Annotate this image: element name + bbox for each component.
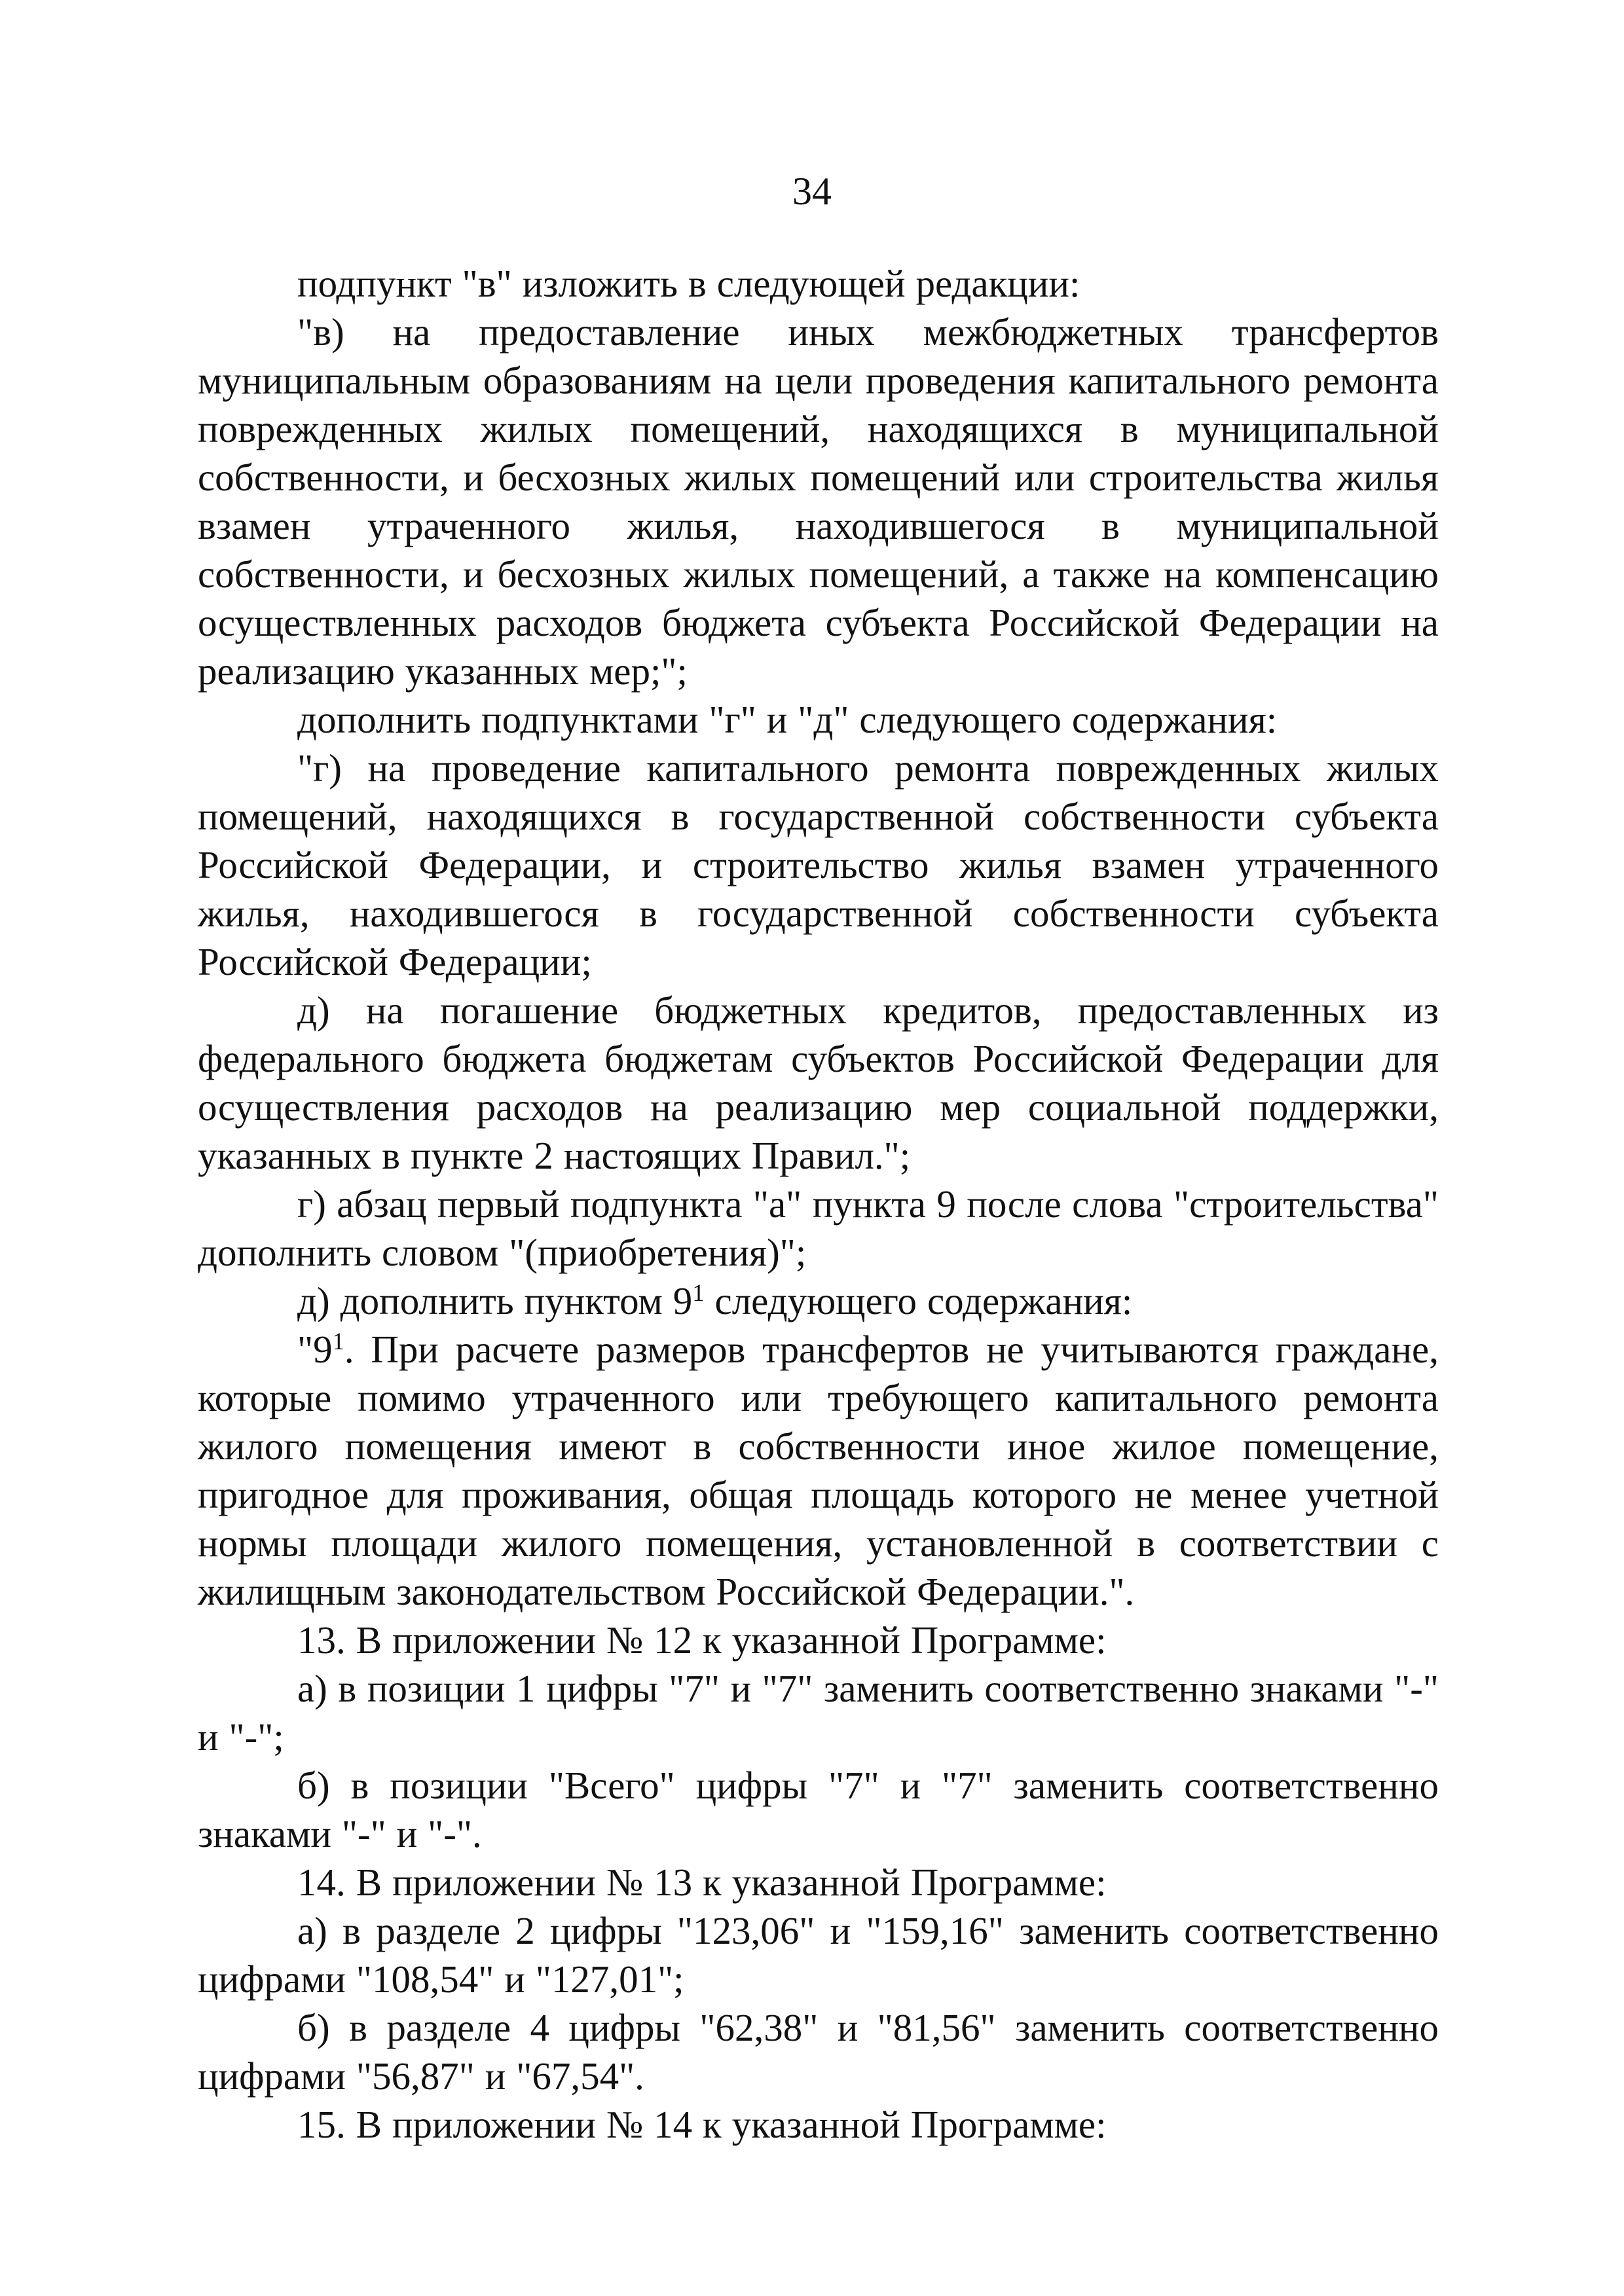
paragraph-add-subitems-intro: дополнить подпунктами "г" и "д" следующего содержания: bbox=[297, 698, 1278, 741]
paragraph-add-item-9-1 bbox=[198, 1277, 1439, 1325]
paragraph-item-13-heading: 13. В приложении № 12 к указанной Программе: bbox=[297, 1618, 1107, 1662]
document-body bbox=[198, 259, 1439, 2149]
paragraph-subitem-v-intro: подпункт "в" изложить в следующей редакции: bbox=[297, 262, 1080, 305]
paragraph-subitem-v-text: "в) на предоставление иных межбюджетных трансфертов муниципальным образованиям на цели проведения капитального ремонта поврежденных жилых помещений, находящихся в муниципальной собственности, и бесхозных жилых помещений или строительства жилья взамен утраченного жилья, находившегося в муниципальной собственности, и бесхозных жилых помещений, а также на компенсацию осуществленных расходов бюджета субъекта Российской Федерации на реализацию указанных мер;"; bbox=[198, 310, 1439, 693]
paragraph-item-15-heading: 15. В приложении № 14 к указанной Программе: bbox=[297, 2103, 1107, 2146]
paragraph-subitem-g-text: "г) на проведение капитального ремонта поврежденных жилых помещений, находящихся в государственной собственности субъекта Российской Федерации, и строительство жилья взамен утраченного жилья, находившегося в государственной собственности субъекта Российской Федерации; bbox=[198, 746, 1439, 983]
paragraph-item-14-a: а) в разделе 2 цифры "123,06" и "159,16" заменить соответственно цифрами "108,54" и "127,01"; bbox=[198, 1909, 1439, 2001]
page-number: 34 bbox=[792, 170, 832, 213]
paragraph-item-14-b: б) в разделе 4 цифры "62,38" и "81,56" заменить соответственно цифрами "56,87" и "67,54". bbox=[198, 2006, 1439, 2098]
text-fragment: "9 bbox=[297, 1328, 333, 1371]
text-fragment: следующего содержания: bbox=[704, 1279, 1133, 1322]
superscript: 1 bbox=[692, 1279, 705, 1306]
paragraph-item-13-b: б) в позиции "Всего" цифры "7" и "7" заменить соответственно знаками "-" и "-". bbox=[198, 1764, 1439, 1855]
paragraph-item-9-1-text bbox=[198, 1325, 1439, 1616]
paragraph-item-14-heading: 14. В приложении № 13 к указанной Программе: bbox=[297, 1861, 1107, 1904]
paragraph-item-13-a: а) в позиции 1 цифры "7" и "7" заменить соответственно знаками "-" и "-"; bbox=[198, 1667, 1439, 1758]
paragraph-subitem-d-text: д) на погашение бюджетных кредитов, предоставленных из федерального бюджета бюджетам субъектов Российской Федерации для осуществления расходов на реализацию мер социальной поддержки, указанных в пункте 2 настоящих Правил."; bbox=[198, 989, 1439, 1177]
paragraph-amend-item-9: г) абзац первый подпункта "а" пункта 9 после слова "строительства" дополнить словом "(приобретения)"; bbox=[198, 1182, 1439, 1274]
text-fragment: д) дополнить пунктом 9 bbox=[297, 1279, 693, 1322]
text-fragment: . При расчете размеров трансфертов не учитываются граждане, которые помимо утраченного или требующего капитального ремонта жилого помещения имеют в собственности иное жилое помещение, пригодное для проживания, общая площадь которого не менее учетной нормы площади жилого помещения, установленной в соответствии с жилищным законодательством Российской Федерации.". bbox=[198, 1328, 1439, 1613]
superscript: 1 bbox=[332, 1327, 344, 1355]
